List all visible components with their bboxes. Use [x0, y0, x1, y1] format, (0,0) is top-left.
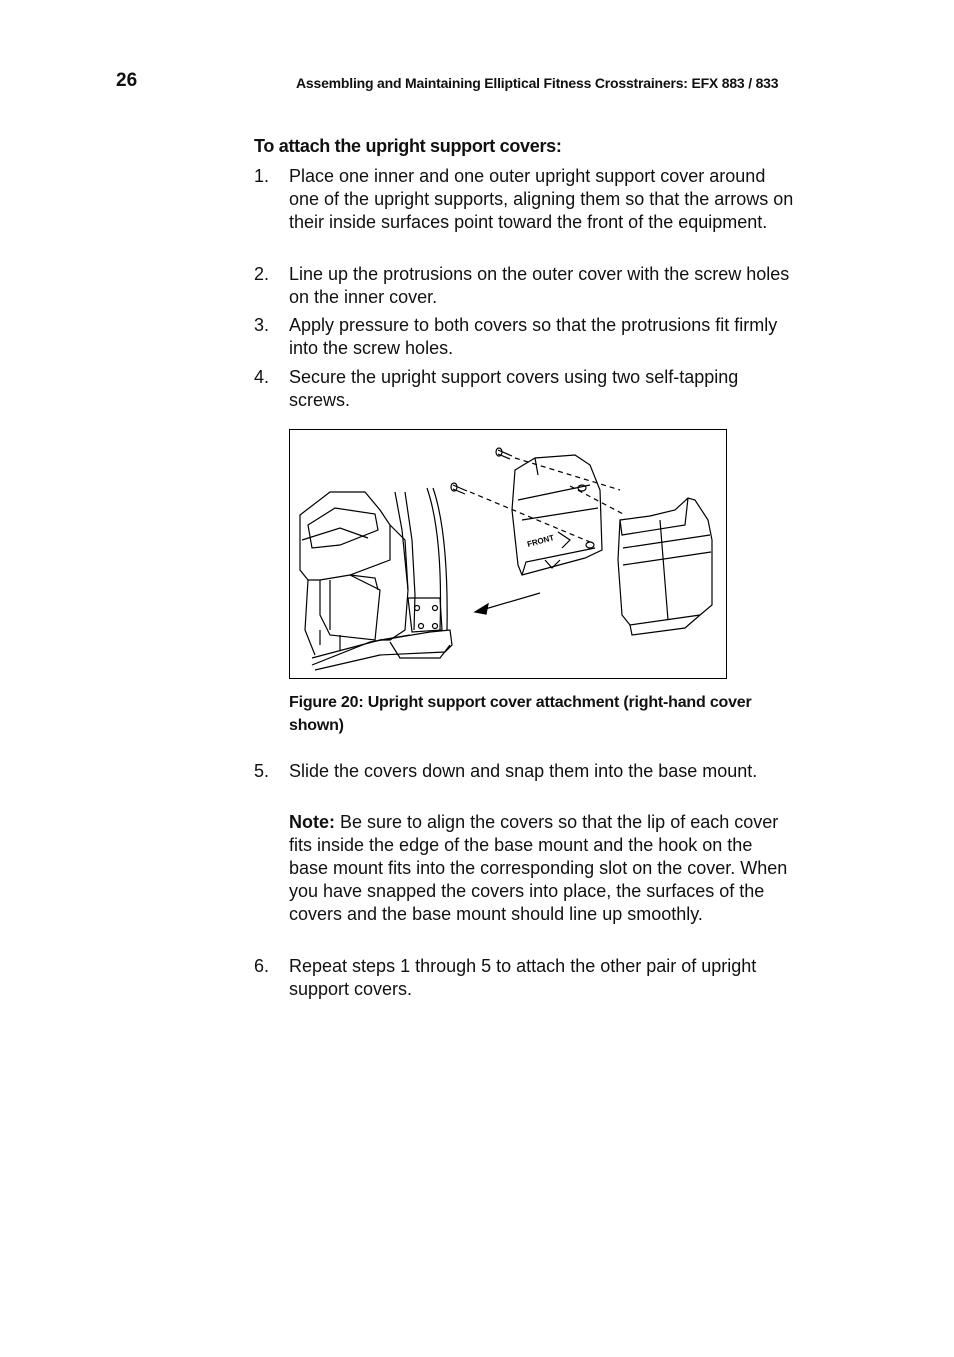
step-2	[254, 263, 794, 309]
screw-icon	[496, 448, 512, 459]
note-text: Be sure to align the covers so that the lip of each cover fits inside the edge of the base mount and the hook on the base mount fits into the corresponding slot on the cover. When you have snapped the covers into place, the surfaces of the covers and the base mount should line up smoothly.	[289, 812, 788, 924]
cover-attachment-drawing	[290, 430, 726, 678]
note-paragraph	[289, 811, 794, 926]
step-4	[254, 366, 794, 412]
step-text: Apply pressure to both covers so that the protrusions fit firmly into the screw holes.	[289, 315, 778, 358]
running-header: Assembling and Maintaining Elliptical Fitness Crosstrainers: EFX 883 / 833	[296, 75, 779, 91]
front-label: FRONT	[526, 533, 556, 549]
direction-arrow-icon	[475, 593, 540, 614]
step-number: 3.	[254, 315, 270, 335]
step-1	[254, 165, 794, 234]
step-text: Repeat steps 1 through 5 to attach the other pair of upright support covers.	[289, 956, 757, 999]
section-heading: To attach the upright support covers:	[254, 136, 562, 156]
note-label: Note:	[289, 812, 335, 832]
step-number: 6.	[254, 956, 270, 976]
outer-cover	[618, 498, 712, 635]
step-3	[254, 314, 794, 360]
inner-cover	[512, 455, 602, 575]
screw-icon	[451, 483, 467, 494]
step-text: Line up the protrusions on the outer cover with the screw holes on the inner cover.	[289, 264, 790, 307]
step-number: 5.	[254, 761, 270, 781]
step-text: Slide the covers down and snap them into the base mount.	[289, 761, 758, 781]
step-text: Secure the upright support covers using two self-tapping screws.	[289, 367, 739, 410]
step-6	[254, 955, 794, 1001]
machine-frame	[300, 488, 452, 670]
step-number: 1.	[254, 166, 270, 186]
figure-caption: Figure 20: Upright support cover attachment (right-hand cover shown)	[289, 694, 752, 734]
page-number: 26	[116, 70, 138, 91]
step-number: 4.	[254, 367, 270, 387]
step-text: Place one inner and one outer upright support cover around one of the upright supports, aligning them so that the arrows on their inside surfaces point toward the front of the equipment.	[289, 166, 794, 232]
step-5	[254, 760, 794, 783]
figure-illustration	[289, 429, 727, 679]
step-number: 2.	[254, 264, 270, 284]
